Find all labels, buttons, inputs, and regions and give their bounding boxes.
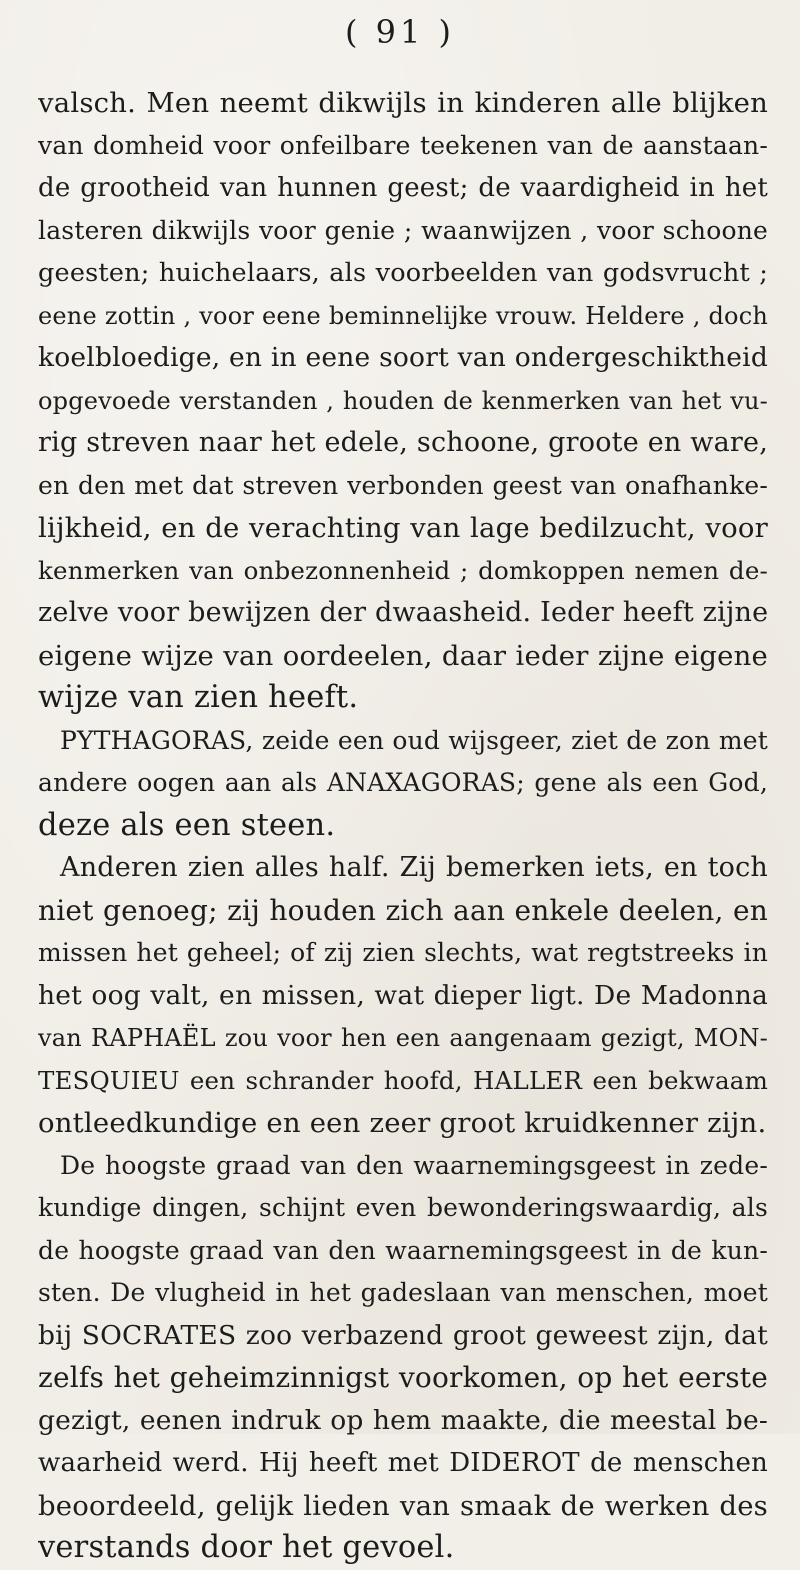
- text-line: van domheid voor onfeilbare teekenen van de aanstaan-: [38, 130, 768, 160]
- text-line: de hoogste graad van den waarnemingsgeest in de kun-: [38, 1235, 768, 1265]
- text-line: zelve voor bewijzen der dwaasheid. Ieder heeft zijne: [38, 597, 768, 628]
- text-line: missen het geheel; of zij zien slechts, wat regtstreeks in: [38, 938, 768, 967]
- text-line: beoordeeld, gelijk lieden van smaak de werken des: [38, 1489, 768, 1522]
- text-line: kenmerken van onbezonnenheid ; domkoppen nemen de-: [38, 555, 768, 585]
- text-line: en den met dat streven verbonden geest van onafhanke-: [38, 470, 768, 500]
- text-line: gezigt, eenen indruk op hem maakte, die meestal be-: [38, 1404, 768, 1436]
- text-line: Anderen zien alles half. Zij bemerken iets, en toch: [60, 852, 768, 883]
- body-text: [38, 82, 768, 1570]
- text-line: van RAPHAËL zou voor hen een aangenaam gezigt, MON-: [38, 1024, 768, 1052]
- text-line: de grootheid van hunnen geest; de vaardigheid in het: [38, 173, 768, 203]
- text-line: waarheid werd. Hij heeft met DIDEROT de menschen: [38, 1448, 768, 1478]
- text-line: PYTHAGORAS, zeide een oud wijsgeer, ziet de zon met: [60, 725, 768, 755]
- text-line: andere oogen aan als ANAXAGORAS; gene als een God,: [38, 768, 768, 797]
- text-line: verstands door het gevoel.: [38, 1530, 455, 1565]
- text-line: lijkheid, en de verachting van lage bedilzucht, voor: [38, 512, 768, 544]
- page-number: ( 91 ): [344, 13, 456, 51]
- text-line: zelfs het geheimzinnigst voorkomen, op het eerste: [38, 1361, 768, 1394]
- text-line: wijze van zien heeft.: [38, 680, 359, 715]
- text-line: sten. De vlugheid in het gadeslaan van menschen, moet: [38, 1278, 768, 1307]
- text-line: geesten; huichelaars, als voorbeelden van godsvrucht ;: [38, 258, 768, 288]
- text-line: lasteren dikwijls voor genie ; waanwijzen , voor schoone: [38, 215, 768, 245]
- text-line: bij SOCRATES zoo verbazend groot geweest zijn, dat: [38, 1319, 768, 1351]
- text-line: rig streven naar het edele, schoone, groote en ware,: [38, 427, 768, 458]
- text-line: koelbloedige, en in eene soort van ondergeschiktheid: [38, 342, 768, 373]
- text-line: kundige dingen, schijnt even bewonderingswaardig, als: [38, 1193, 768, 1222]
- text-line: valsch. Men neemt dikwijls in kinderen alle blijken: [38, 87, 768, 119]
- text-line: TESQUIEU een schrander hoofd, HALLER een bekwaam: [38, 1065, 768, 1095]
- text-line: niet genoeg; zij houden zich aan enkele deelen, en: [38, 893, 768, 927]
- text-line: eene zottin , voor eene beminnelijke vrouw. Heldere , doch: [38, 301, 768, 330]
- text-line: deze als een steen.: [38, 807, 336, 843]
- text-line: ontleedkundige en een zeer groot kruidkenner zijn.: [38, 1107, 767, 1139]
- text-line: De hoogste graad van den waarnemingsgeest in zede-: [60, 1150, 768, 1180]
- text-line: eigene wijze van oordeelen, daar ieder zijne eigene: [38, 639, 768, 672]
- text-line: het oog valt, en missen, wat dieper ligt. De Madonna: [38, 979, 768, 1011]
- text-line: opgevoede verstanden , houden de kenmerken van het vu-: [38, 386, 768, 415]
